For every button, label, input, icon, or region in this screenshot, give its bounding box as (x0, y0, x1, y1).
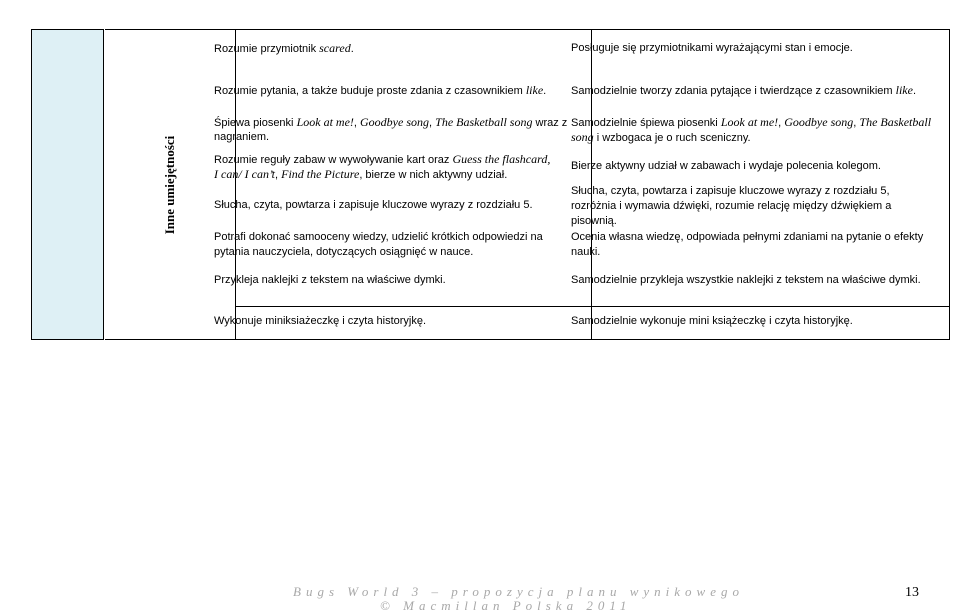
extended-requirement-text: Samodzielnie tworzy zdania pytające i twierdzące z czasownikiem like. (571, 83, 917, 97)
basic-requirement-text: Wykonuje miniksiażeczkę i czyta historyjkę. (214, 315, 427, 327)
extended-requirement-text: Bierze aktywny udział w zabawach i wydaje polecenia kolegom. (571, 160, 881, 172)
footer-copyright: © Macmillan Polska 2011 (380, 598, 632, 613)
category-label: Inne umiejętności (162, 135, 177, 234)
basic-requirements-column (236, 29, 592, 340)
extended-requirement-text: Samodzielnie śpiewa piosenki Look at me!, Goodbye song, The Basketball (571, 115, 932, 129)
basic-requirement-text: nagraniem. (214, 131, 270, 143)
extended-requirement-text: song i wzbogaca je o ruch sceniczny. (571, 130, 751, 144)
basic-requirement-text: Rozumie reguły zabaw w wywoływanie kart oraz Guess the flashcard, (214, 152, 551, 166)
basic-requirement-text: Przykleja naklejki z tekstem na właściwe dymki. (214, 274, 446, 286)
extended-requirement-text: nauki. (571, 246, 601, 258)
extended-requirement-text: rozróżnia i wymawia dźwięki, rozumie relację między dźwiękiem a (571, 200, 892, 212)
extended-requirement-text: Słucha, czyta, powtarza i zapisuje kluczowe wyrazy z rozdziału 5, (571, 185, 890, 197)
category-cell (105, 29, 236, 340)
basic-requirement-text: Rozumie pytania, a także buduje proste zdania z czasownikiem like. (214, 83, 547, 97)
page-number: 13 (905, 585, 919, 600)
category-color-strip (31, 29, 104, 340)
basic-requirement-text: Potrafi dokonać samooceny wiedzy, udzielić krótkich odpowiedzi na (214, 231, 543, 243)
extended-requirement-text: Ocenia własna wiedzę, odpowiada pełnymi zdaniami na pytanie o efekty (571, 231, 924, 243)
extended-requirement-text: Samodzielnie wykonuje mini książeczkę i czyta historyjkę. (571, 315, 853, 327)
basic-requirement-text: Rozumie przymiotnik scared. (214, 41, 354, 55)
footer-title: Bugs World 3 – propozycja planu wynikowego (293, 584, 744, 599)
basic-requirement-text: I can/ I can’t, Find the Picture, bierze w nich aktywny udział. (214, 167, 508, 181)
row-divider (236, 306, 950, 307)
basic-requirement-text: Słucha, czyta, powtarza i zapisuje kluczowe wyrazy z rozdziału 5. (214, 199, 533, 211)
extended-requirement-text: Posługuje się przymiotnikami wyrażającymi stan i emocje. (571, 42, 853, 54)
basic-requirement-text: Śpiewa piosenki Look at me!, Goodbye song, The Basketball song wraz z (214, 115, 568, 129)
extended-requirement-text: Samodzielnie przykleja wszystkie naklejki z tekstem na właściwe dymki. (571, 274, 921, 286)
extended-requirement-text: pisownią. (571, 215, 617, 227)
basic-requirement-text: pytania nauczyciela, dotyczących osiągnięć w nauce. (214, 246, 474, 258)
